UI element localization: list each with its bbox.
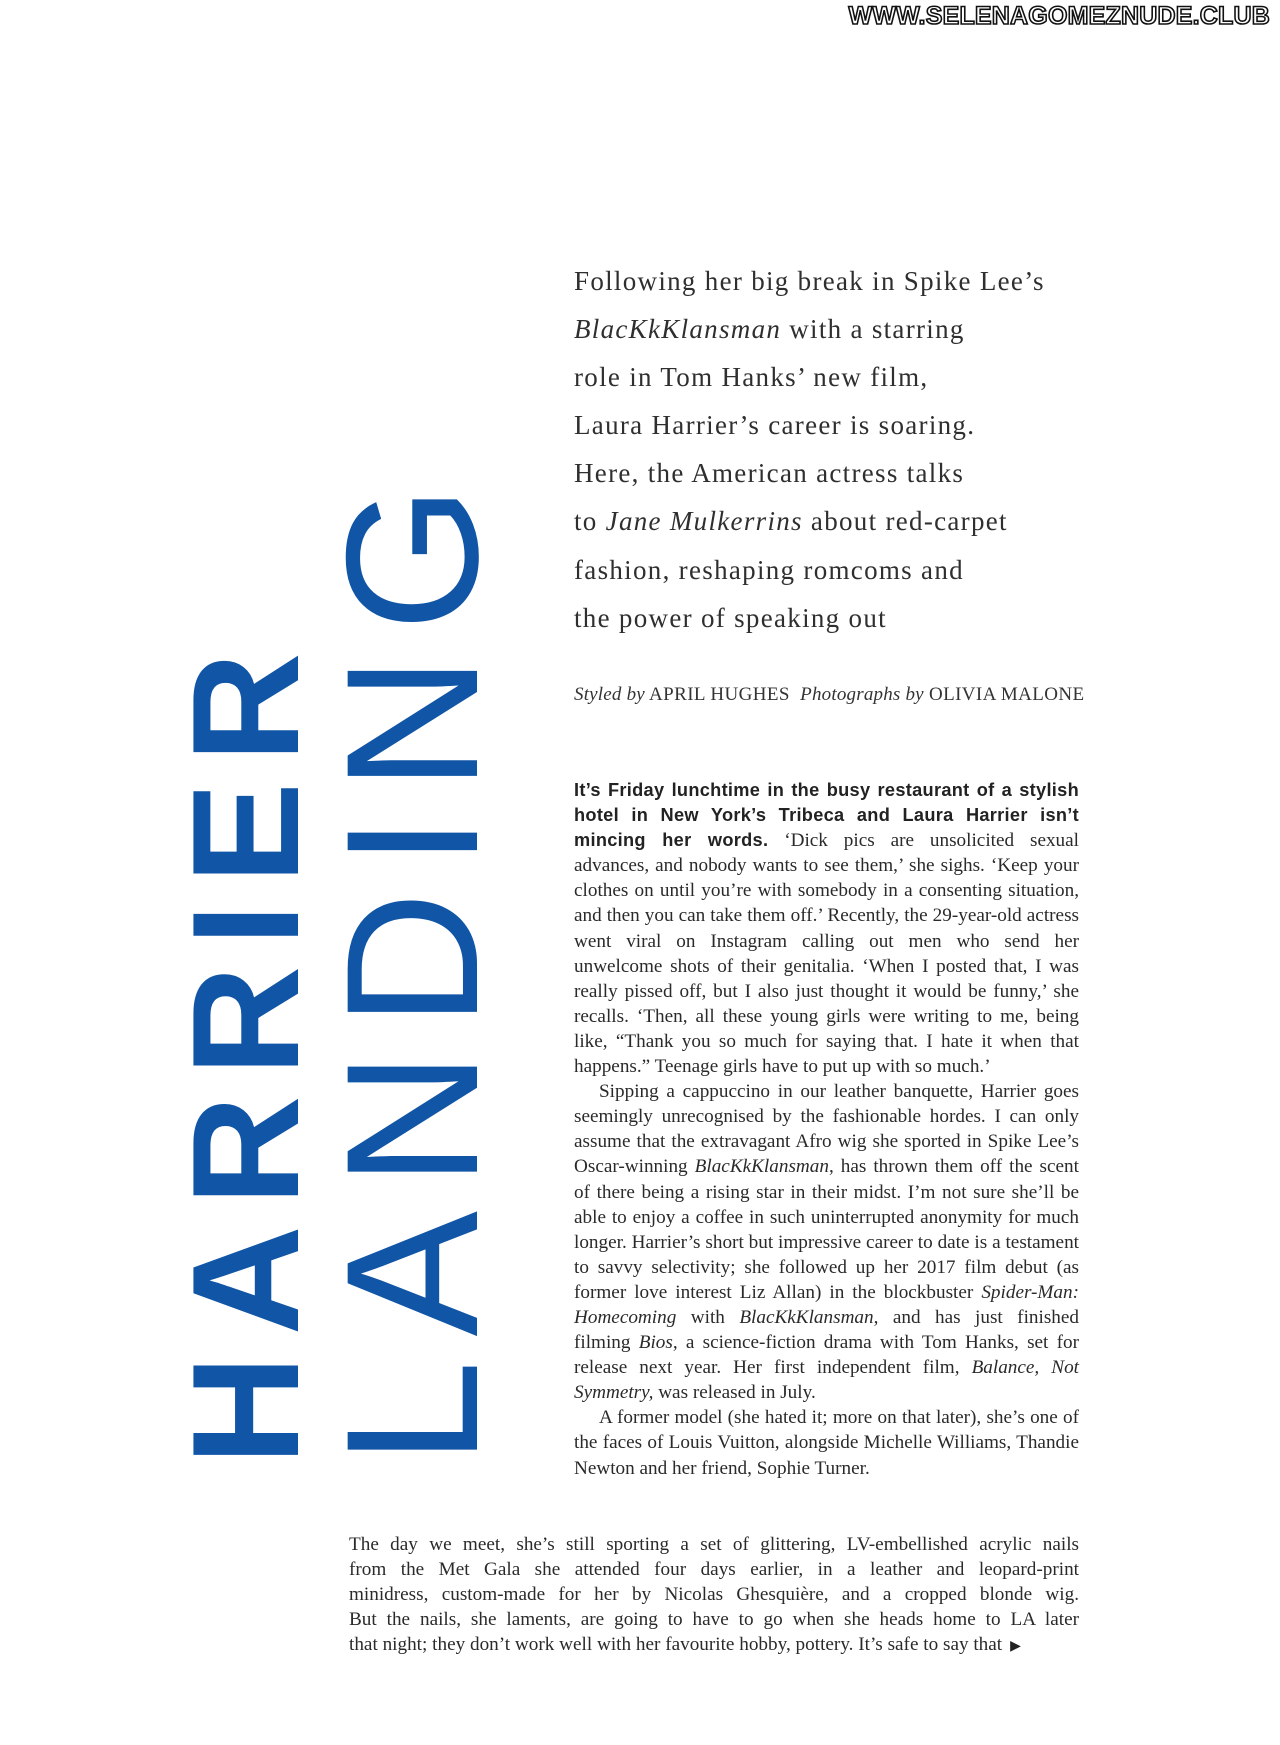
standfirst-line: Laura Harrier’s career is soaring. <box>574 410 976 441</box>
standfirst-text: to <box>574 506 606 537</box>
paragraph-line: But the nails, she laments, are going to have to go when she heads home to LA later <box>349 1609 1079 1631</box>
styled-by-label: Styled by <box>574 684 645 705</box>
paragraph-text: with <box>676 1306 740 1328</box>
headline-word-harrier: HARRIER <box>161 632 331 1465</box>
standfirst-line: Following her big break in Spike Lee’s <box>574 266 1045 296</box>
film-title: Balance, Not Symmetry, <box>574 1357 1079 1404</box>
paragraph-text: , and has just finished filming <box>574 1306 1079 1354</box>
film-title: BlacKkKlansman <box>694 1156 829 1178</box>
paragraph-text: that night; they don’t work well with her favourite hobby, pottery. It’s safe to say that <box>349 1634 1003 1656</box>
film-title: BlacKkKlansman <box>739 1306 874 1328</box>
article-body <box>574 778 1079 1481</box>
film-title: BlacKkKlansman <box>574 314 782 345</box>
article-paragraph-wide <box>349 1532 1079 1659</box>
author-name: Jane Mulkerrins <box>605 506 803 537</box>
standfirst-line <box>574 305 1174 353</box>
standfirst-text: about red-carpet <box>802 506 1008 537</box>
paragraph-line: minidress, custom-made for her by Nicolas Ghesquière, and a cropped blonde wig. <box>349 1584 1079 1606</box>
photographs-by-label: Photographs by <box>800 684 924 705</box>
standfirst-line: the power of speaking out <box>574 602 887 633</box>
triangle-right-icon: ▶ <box>1010 1639 1021 1655</box>
standfirst-line: fashion, reshaping romcoms and <box>574 554 964 585</box>
watermark: WWW.SELENAGOMEZNUDE.CLUB <box>848 2 1270 30</box>
standfirst-line: Here, the American actress talks <box>574 458 965 489</box>
paragraph-line: from the Met Gala she attended four days earlier, in a leather and leopard-print <box>349 1559 1079 1581</box>
paragraph-line <box>349 1632 1079 1659</box>
standfirst-line: role in Tom Hanks’ new film, <box>574 362 929 393</box>
article-paragraph <box>574 1079 1079 1405</box>
photographer-name: OLIVIA MALONE <box>928 684 1085 705</box>
article-paragraph <box>574 778 1079 1079</box>
film-title: Bios <box>638 1332 673 1354</box>
paragraph-text: , a science-fiction drama with Tom Hanks, set for release next year. Her first independent film, <box>574 1332 1079 1379</box>
paragraph-text: Sipping a cappuccino in our leather banquette, Harrier goes seemingly unrecognised by the fashionable hordes. I can only assume that the extravagant Afro wig she sported in Spike Lee’s Oscar-winning <box>574 1081 1079 1178</box>
lead-in: It’s Friday lunchtime in the busy restaurant of a stylish hotel in New York’s Tribeca and Laura Harrier isn’t mincing her words. <box>574 780 1079 851</box>
paragraph-text: , has thrown them off the scent of there being a rising star in their midst. I’m not sure she’ll be able to enjoy a coffee in such uninterrupted anonymity for much longer. Harrier’s short but impressive career to date is a testament to savvy selectivity; she followed up her 2017 film debut (as former love interest Liz Allan) in the blockbuster <box>574 1156 1079 1303</box>
headline-word-landing: LANDING <box>307 461 517 1465</box>
standfirst-text: with a starring <box>781 314 965 345</box>
article-paragraph: A former model (she hated it; more on that later), she’s one of the faces of Louis Vuitton, alongside Michelle Williams, Thandie Newton and her friend, Sophie Turner. <box>574 1407 1079 1479</box>
stylist-name: APRIL HUGHES <box>649 684 790 705</box>
paragraph-line: The day we meet, she’s still sporting a set of glittering, LV-embellished acrylic nails <box>349 1534 1079 1555</box>
standfirst-line <box>574 497 1174 545</box>
paragraph-text: was released in July. <box>653 1382 816 1404</box>
standfirst <box>574 257 1174 642</box>
paragraph-text: ‘Dick pics are unsolicited sexual advances, and nobody wants to see them,’ she sighs. ‘Keep your clothes on until you’re with somebody in a consenting situation, and then you can take them off.’ Recently, the 29-year-old actress went viral on Instagram calling out men who send her unwelcome shots of their genitalia. ‘When I posted that, I was really pissed off, but I also just thought it would be funny,’ she recalls. ‘Then, all these young girls were writing to me, being like, “Thank you so much for saying that. I hate it when that happens.” Teenage girls have to put up with so much.’ <box>574 830 1079 1078</box>
film-title: Spider-Man: Homecoming <box>574 1281 1079 1328</box>
photo-credits <box>574 684 1174 706</box>
